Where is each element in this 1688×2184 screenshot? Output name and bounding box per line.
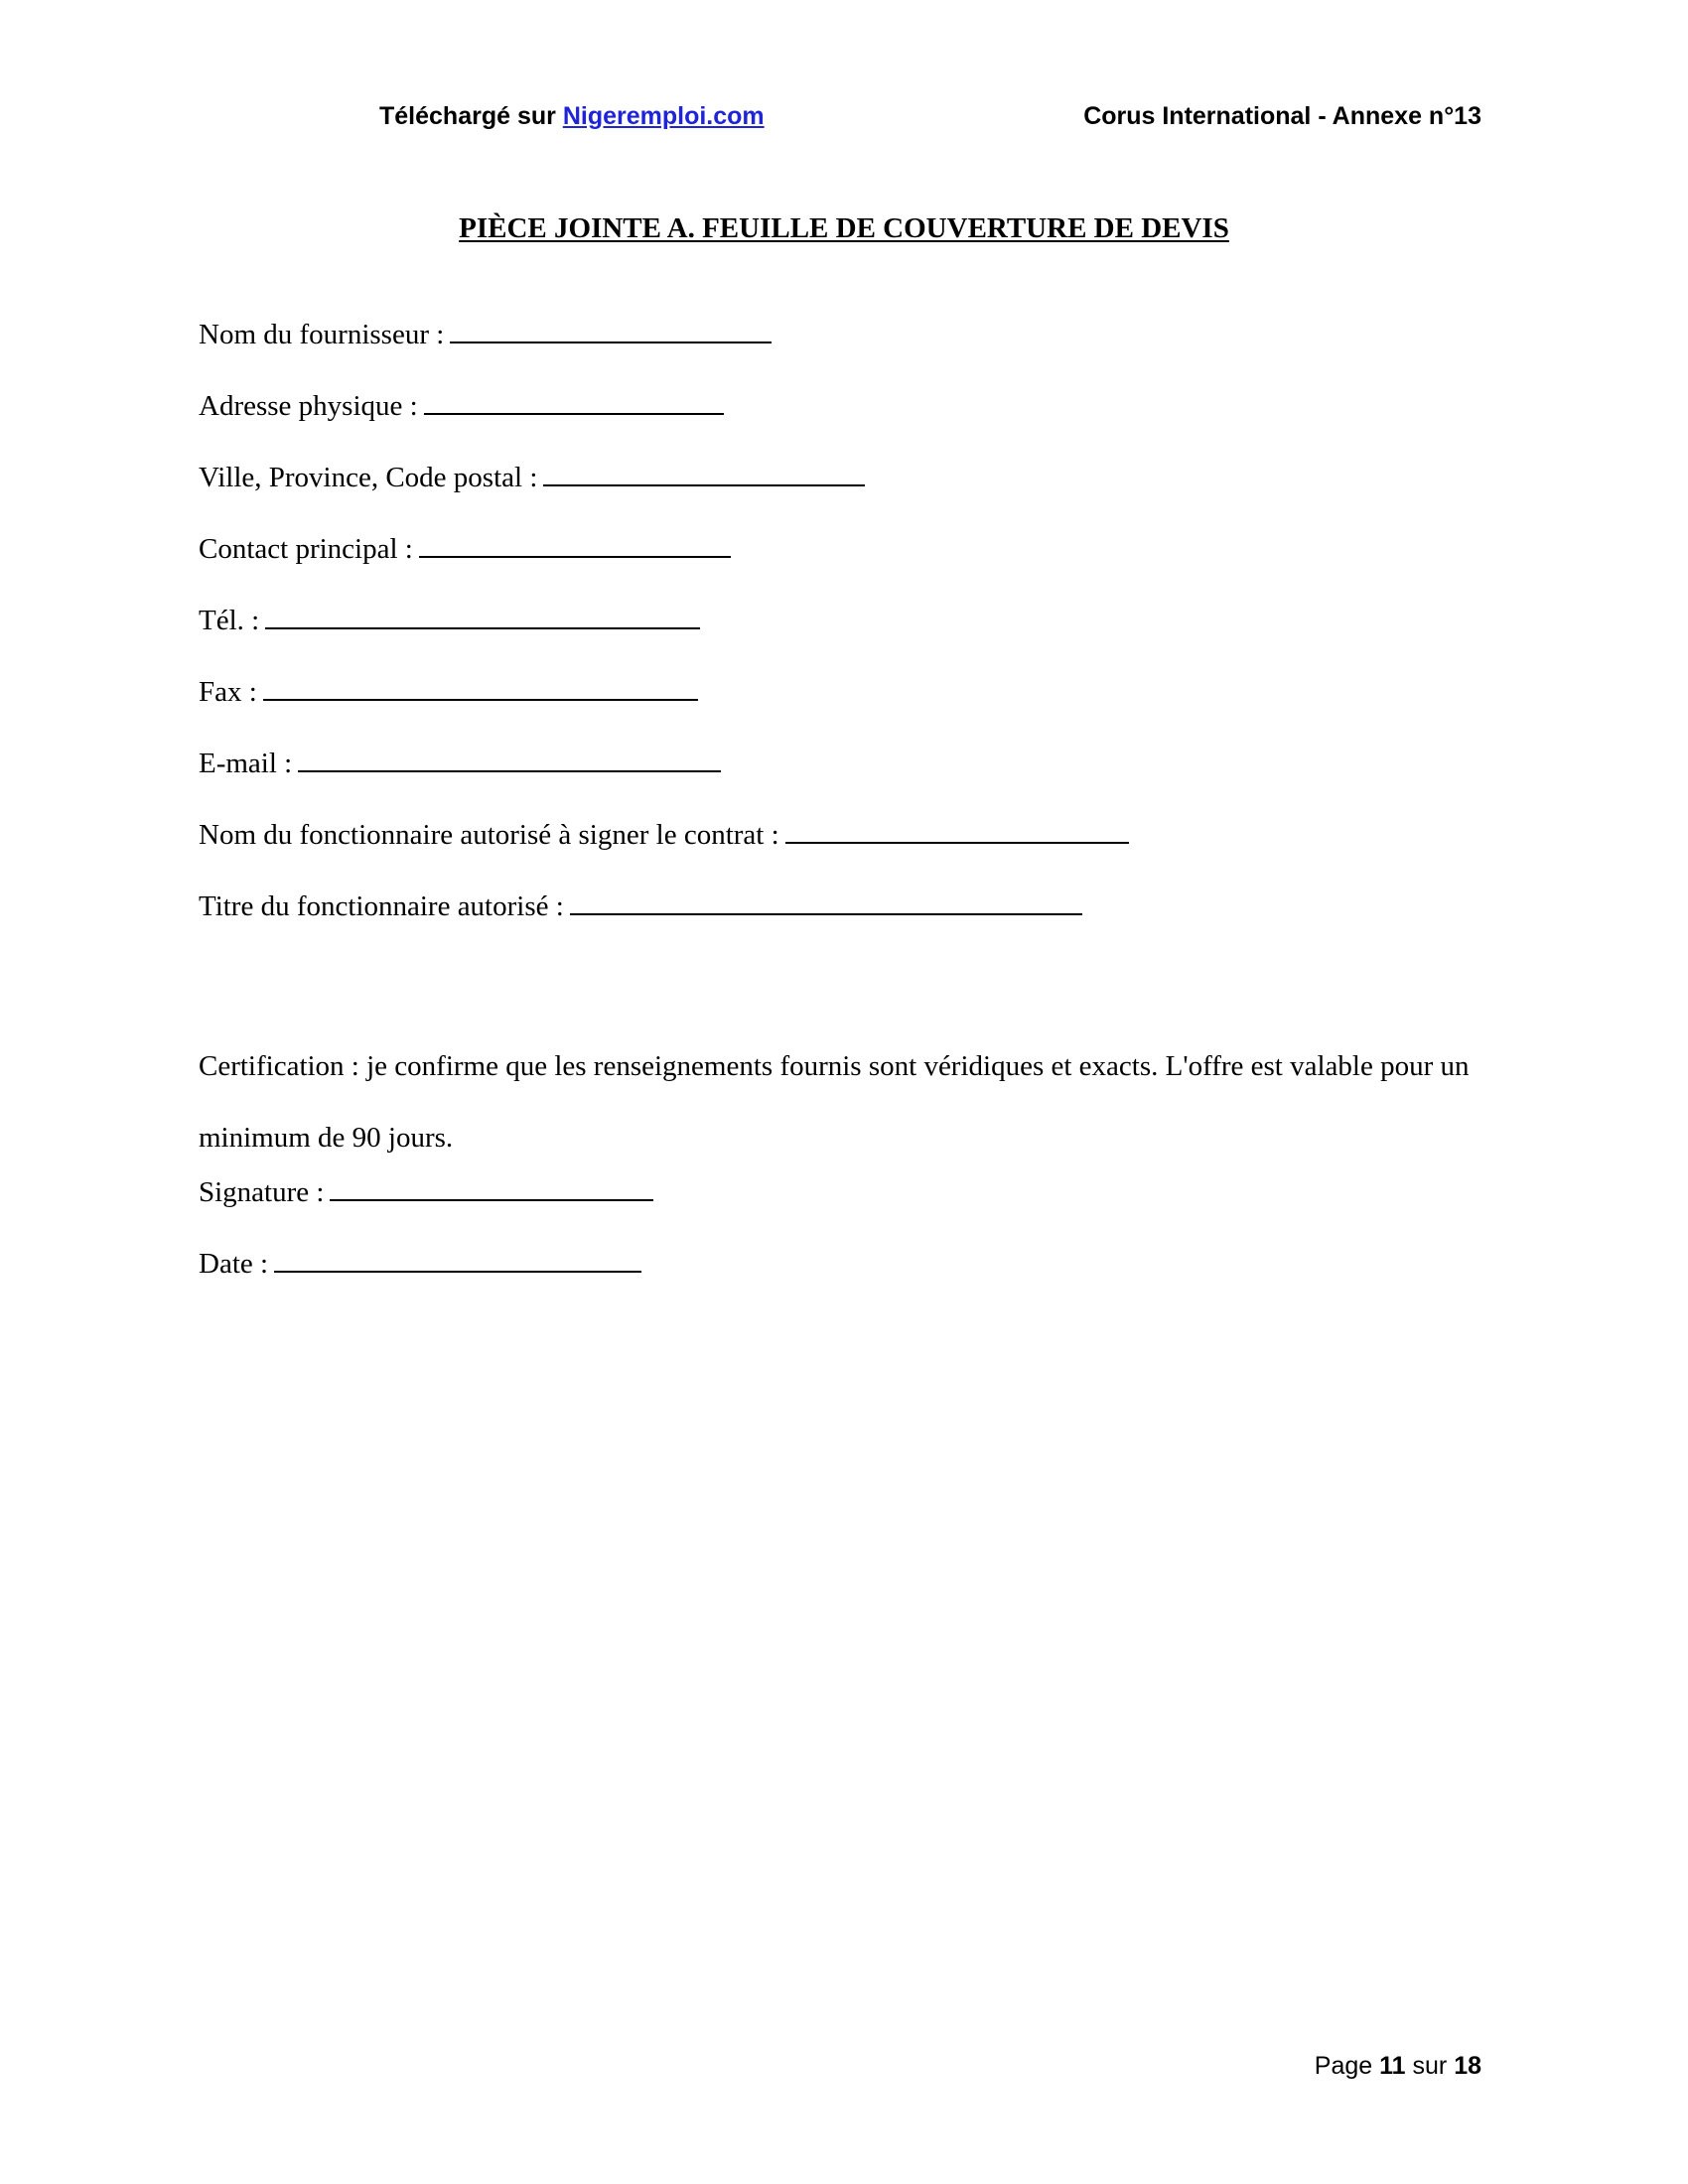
fax-blank[interactable] [263,673,698,701]
signature-blank[interactable] [330,1173,653,1201]
page-word: Page [1314,2052,1373,2080]
fax-field [199,673,1489,745]
physical-address-field [199,387,1489,459]
email-field [199,745,1489,816]
authorized-official-title-field [199,887,1489,959]
fax-label: Fax : [199,676,257,708]
main-contact-field [199,530,1489,602]
authorized-official-name-label: Nom du fonctionnaire autorisé à signer le contrat : [199,819,779,851]
phone-label: Tél. : [199,605,260,636]
page-total: 18 [1454,2052,1481,2080]
authorized-official-name-field [199,816,1489,887]
page-number: 11 [1379,2052,1406,2080]
city-province-postal-field [199,459,1489,530]
authorized-official-title-label: Titre du fonctionnaire autorisé : [199,890,564,922]
city-province-postal-label: Ville, Province, Code postal : [199,462,538,493]
email-label: E-mail : [199,748,293,779]
city-province-postal-blank[interactable] [543,459,865,486]
header-download-prefix: Téléchargé sur [379,102,563,130]
supplier-name-field [199,316,1489,387]
date-label: Date : [199,1248,269,1280]
nigeremploi-link[interactable]: Nigeremploi.com [562,102,765,130]
date-blank[interactable] [274,1245,641,1273]
signature-field [199,1173,1489,1245]
supplier-name-label: Nom du fournisseur : [199,319,445,350]
main-contact-label: Contact principal : [199,533,413,565]
phone-field [199,602,1489,673]
phone-blank[interactable] [265,602,700,629]
signature-label: Signature : [199,1176,325,1208]
header-annex-label: Corus International - Annexe n°13 [1083,102,1481,130]
physical-address-blank[interactable] [424,387,724,415]
of-word: sur [1412,2052,1448,2080]
date-field [199,1245,1489,1316]
header-download-source [379,99,765,133]
authorized-official-title-blank[interactable] [570,887,1082,915]
authorized-official-name-blank[interactable] [785,816,1129,844]
physical-address-label: Adresse physique : [199,390,418,422]
main-contact-blank[interactable] [419,530,731,558]
form-spacer [199,959,1489,1030]
document-title: PIÈCE JOINTE A. FEUILLE DE COUVERTURE DE DEVIS [459,212,1229,244]
email-blank[interactable] [298,745,721,772]
supplier-name-blank[interactable] [450,316,772,343]
cover-sheet-form [199,316,1489,1316]
page-number-footer [1315,2049,1481,2083]
certification-statement: Certification : je confirme que les renseignements fournis sont véridiques et exacts. L'offre est valable pour un minimum de 90 jours. [199,1050,1470,1154]
